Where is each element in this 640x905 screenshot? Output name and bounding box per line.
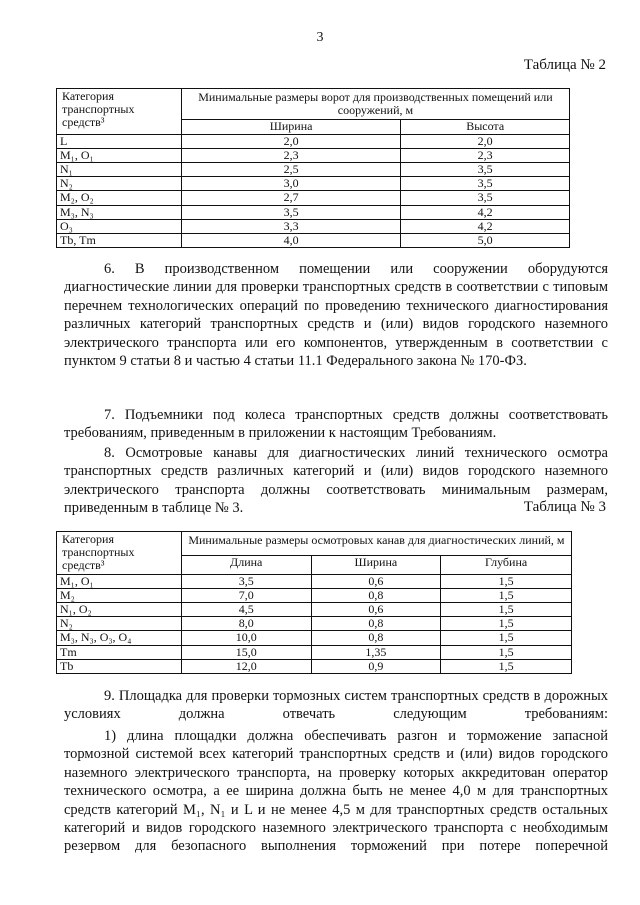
table3-cell-length: 4,5: [181, 602, 311, 616]
page-number: 3: [316, 30, 324, 45]
table3-cell-depth: 1,5: [441, 602, 572, 616]
table2-cell-category: M₂, O₂: [57, 191, 182, 205]
table2-cell-category: O₃: [57, 219, 182, 233]
table3-pit-sizes: [56, 531, 572, 674]
table3-row: [57, 659, 572, 673]
paragraph-7: 7. Подъемники под колеса транспортных средств должны соответствовать требованиям, приведенным в приложении к настоящим Требованиям.: [64, 407, 608, 442]
table2-cell-height: 4,2: [401, 219, 570, 233]
table3-row: [57, 617, 572, 631]
table2-cell-category: N₂: [57, 177, 182, 191]
paragraph-9: 9. Площадка для проверки тормозных систем транспортных средств в дорожных условиях должна отвечать следующим требованиям:: [64, 688, 608, 723]
table3-cell-width: 0,9: [311, 659, 441, 673]
table3-cell-depth: 1,5: [441, 588, 572, 602]
table3-row: [57, 631, 572, 645]
table3-cell-category: N₁, O₂: [57, 602, 182, 616]
table3-cell-length: 10,0: [181, 631, 311, 645]
table2-cell-height: 3,5: [401, 162, 570, 176]
table3-cell-category: Tb: [57, 659, 182, 673]
paragraph-8: 8. Осмотровые канавы для диагностических линий технического осмотра транспортных средств различных категорий и (или) видов городского наземного электрического транспорта должны соответствовать минимальным размерам, приведенным в таблице № 3.: [64, 445, 608, 517]
table2-row: [57, 219, 570, 233]
table2-cell-width: 2,3: [181, 148, 400, 162]
paragraph-9-item-1: 1) длина площадки должна обеспечивать разгон и торможение запасной тормозной системой всех категорий транспортных средств и (или) видов городского наземного электрического транспорта, на проверку которых аккредитован оператор технического осмотра, а ее ширина должна быть не менее 4,0 м для транспортных средств категорий M₁, N₁ и L и не менее 4,5 м для транспортных средств остальных категорий и видов городского наземного электрического транспорта с необходимым резервом для безопасного выполнения торможений при потере поперечной: [64, 728, 608, 855]
table3-cell-length: 8,0: [181, 617, 311, 631]
table2-cell-category: N₁: [57, 162, 182, 176]
table3-cell-width: 0,8: [311, 617, 441, 631]
table2-row: [57, 177, 570, 191]
table2-row: [57, 148, 570, 162]
table3-cell-category: M₃, N₃, O₃, O₄: [57, 631, 182, 645]
table3-row: [57, 574, 572, 588]
table2-cell-category: L: [57, 134, 182, 148]
table2-cell-height: 2,3: [401, 148, 570, 162]
table2-row: [57, 162, 570, 176]
table3-cell-category: Tm: [57, 645, 182, 659]
table2-cell-height: 5,0: [401, 233, 570, 247]
table2-cell-width: 2,7: [181, 191, 400, 205]
table2-header-width: Ширина: [181, 120, 400, 134]
table3-cell-depth: 1,5: [441, 645, 572, 659]
table2-caption: Таблица № 2: [523, 57, 606, 73]
table3-cell-width: 0,6: [311, 574, 441, 588]
table3-cell-length: 3,5: [181, 574, 311, 588]
table3-cell-width: 0,6: [311, 602, 441, 616]
table3-cell-depth: 1,5: [441, 574, 572, 588]
table2-row: [57, 191, 570, 205]
table3-cell-length: 15,0: [181, 645, 311, 659]
table2-cell-width: 4,0: [181, 233, 400, 247]
table3-cell-length: 12,0: [181, 659, 311, 673]
table2-cell-height: 3,5: [401, 177, 570, 191]
table2-row: [57, 134, 570, 148]
table2-gate-sizes: [56, 88, 570, 248]
table3-caption: Таблица № 3: [523, 499, 606, 515]
table3-cell-category: N₂: [57, 617, 182, 631]
table3-cell-category: M₁, O₁: [57, 574, 182, 588]
table3-cell-length: 7,0: [181, 588, 311, 602]
table2-cell-height: 4,2: [401, 205, 570, 219]
table2-row: [57, 233, 570, 247]
table3-row: [57, 602, 572, 616]
table3-cell-width: 0,8: [311, 631, 441, 645]
table2-header-category: Категория транспортных средств³: [57, 89, 182, 135]
table2-cell-category: Tb, Tm: [57, 233, 182, 247]
table3-cell-width: 0,8: [311, 588, 441, 602]
table2-header-main: Минимальные размеры ворот для производственных помещений или сооружений, м: [181, 89, 569, 120]
table3-header-length: Длина: [181, 555, 311, 574]
table2-row: [57, 205, 570, 219]
table3-header-category: Категория транспортных средств³: [57, 532, 182, 575]
table3-header-main: Минимальные размеры осмотровых канав для диагностических линий, м: [181, 532, 571, 556]
table3-header-width: Ширина: [311, 555, 441, 574]
table3-header-depth: Глубина: [441, 555, 572, 574]
table2-cell-width: 3,5: [181, 205, 400, 219]
table3-cell-width: 1,35: [311, 645, 441, 659]
table3-cell-depth: 1,5: [441, 617, 572, 631]
paragraph-6: 6. В производственном помещении или сооружении оборудуются диагностические линии для проверки транспортных средств в соответствии с типовым перечнем технологических операций по проведению технического диагностирования различных категорий транспортных средств и (или) видов городского наземного электрического транспорта или его компонентов, утвержденным в соответствии с пунктом 9 статьи 8 и частью 4 статьи 11.1 Федерального закона № 170-ФЗ.: [64, 261, 608, 370]
table3-cell-depth: 1,5: [441, 659, 572, 673]
table2-cell-height: 2,0: [401, 134, 570, 148]
table2-cell-width: 3,0: [181, 177, 400, 191]
table2-header-height: Высота: [401, 120, 570, 134]
table2-cell-width: 2,0: [181, 134, 400, 148]
table2-cell-width: 3,3: [181, 219, 400, 233]
table3-cell-category: M₂: [57, 588, 182, 602]
table2-cell-category: M₁, O₁: [57, 148, 182, 162]
table2-cell-width: 2,5: [181, 162, 400, 176]
table2-cell-height: 3,5: [401, 191, 570, 205]
table3-row: [57, 645, 572, 659]
table3-row: [57, 588, 572, 602]
table3-cell-depth: 1,5: [441, 631, 572, 645]
table2-cell-category: M₃, N₃: [57, 205, 182, 219]
